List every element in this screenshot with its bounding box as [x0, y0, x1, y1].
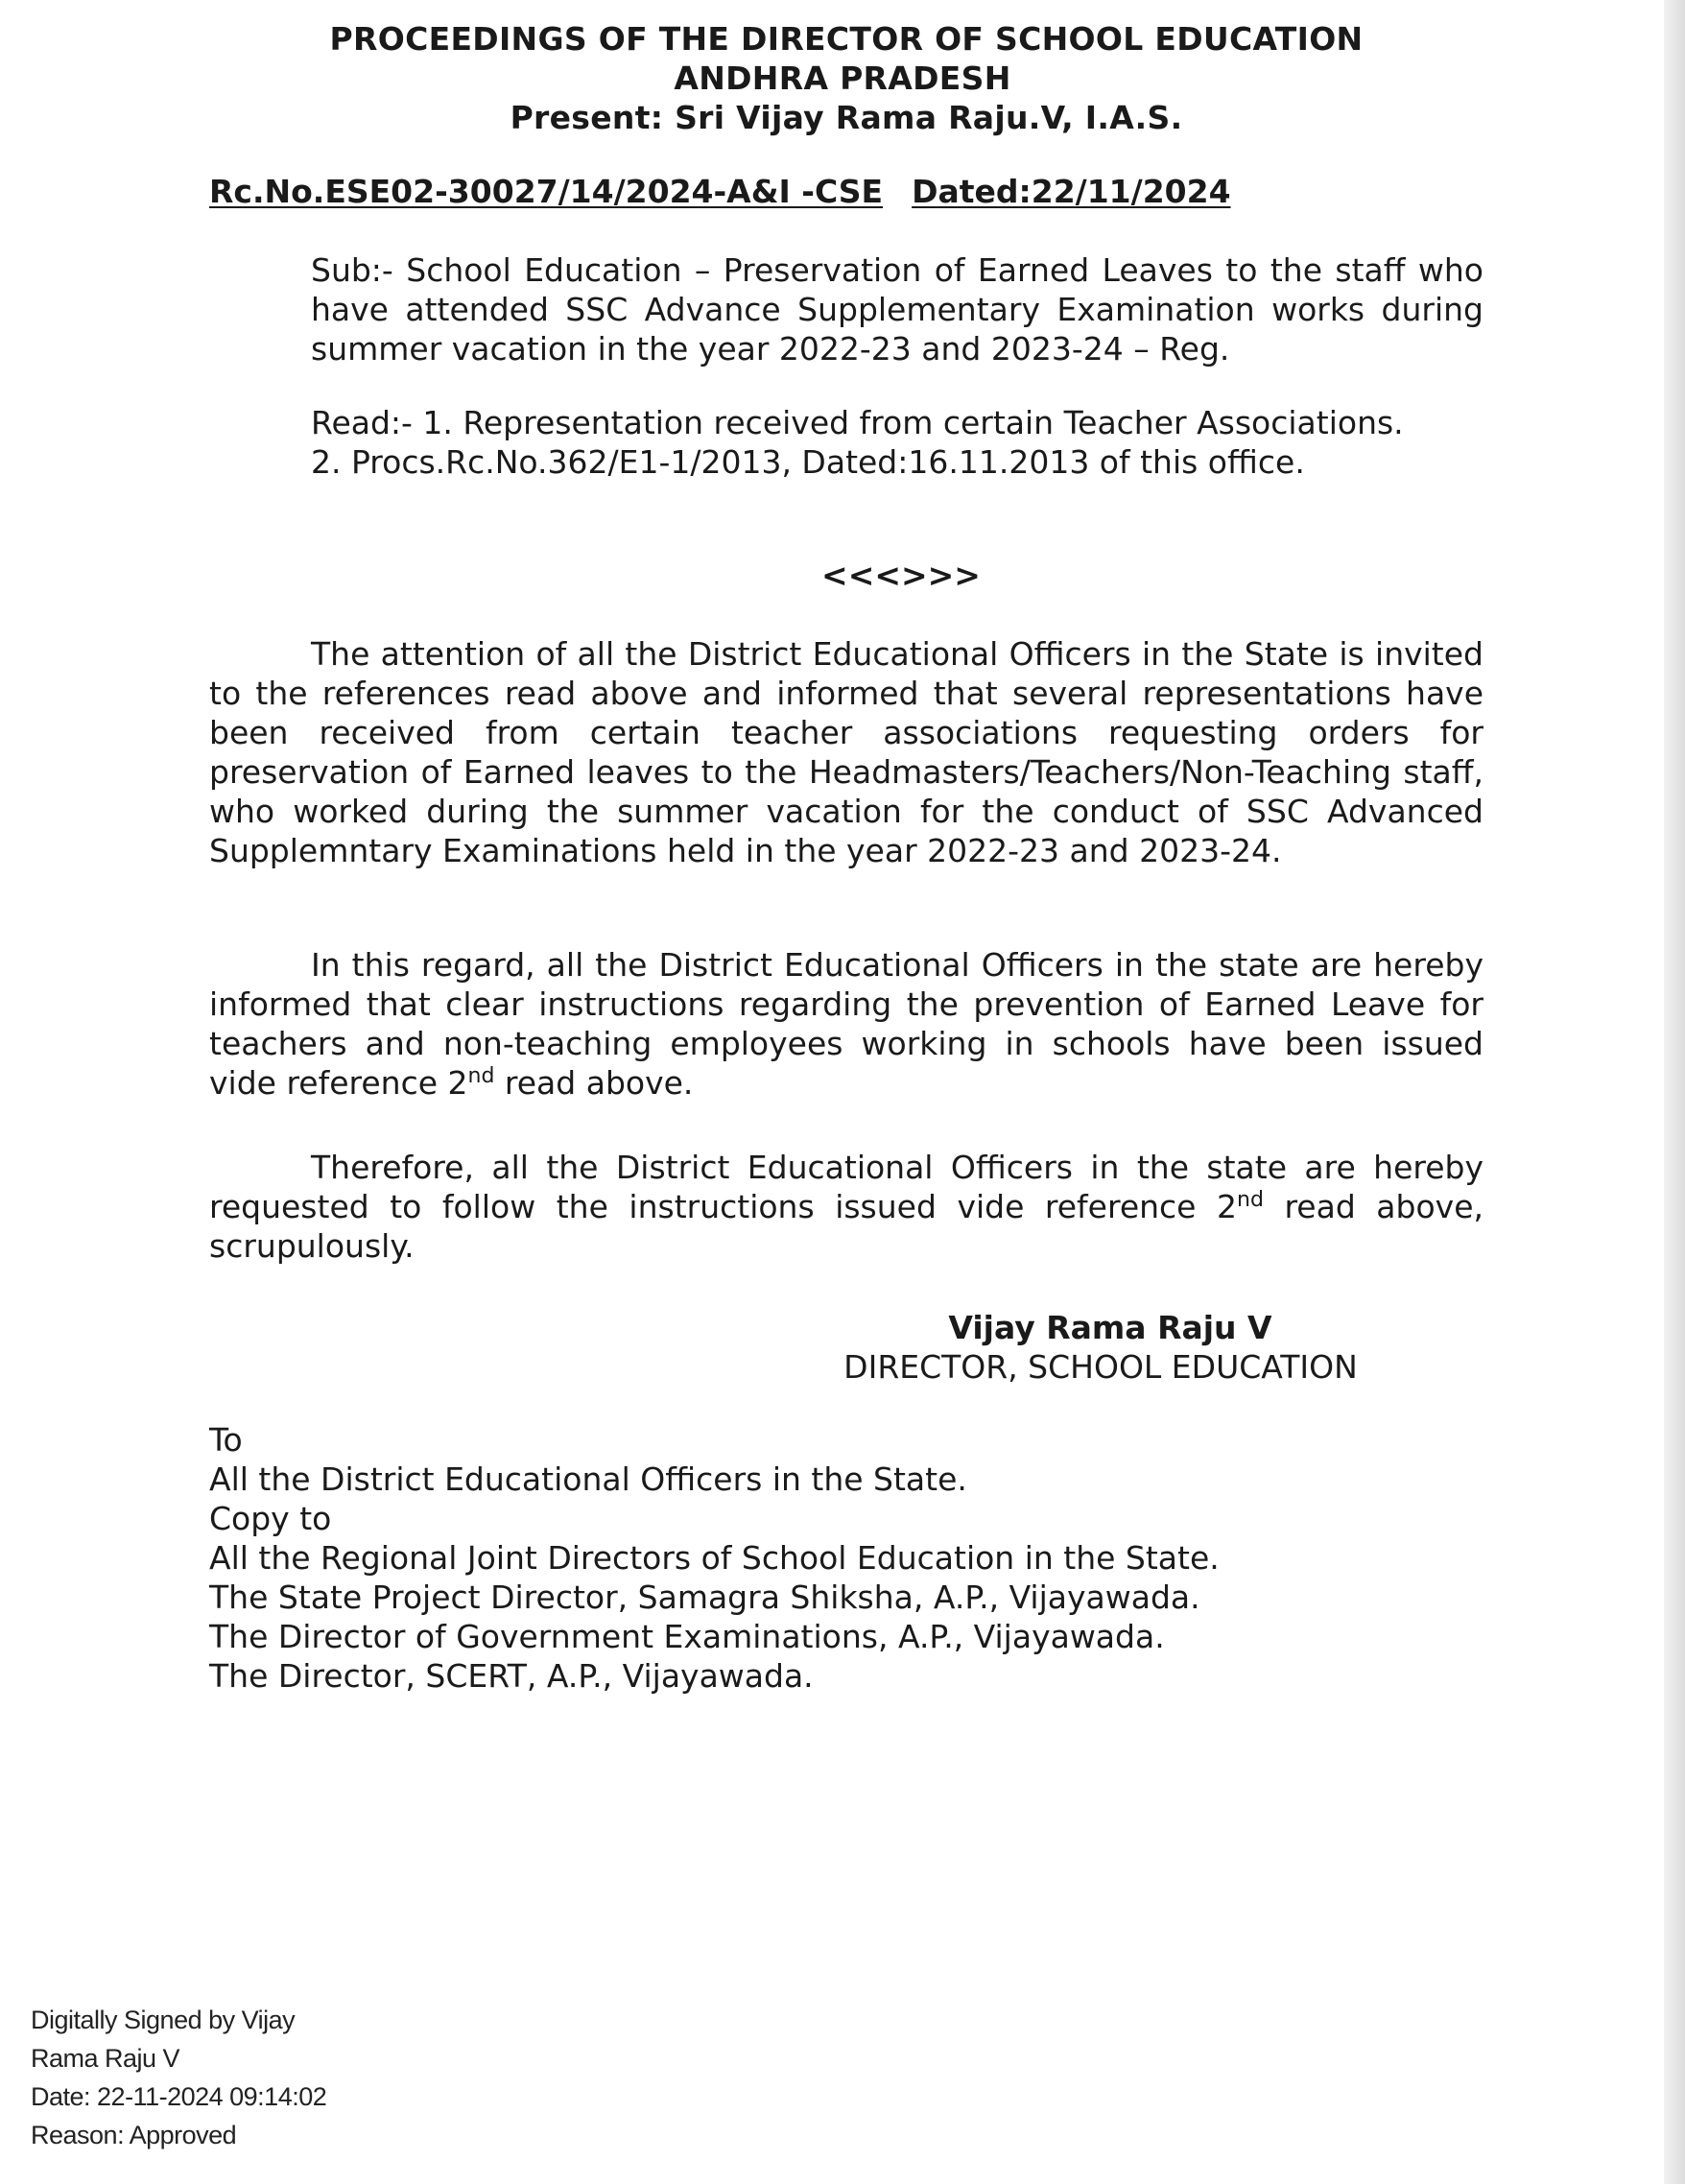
digital-signature-stamp — [31, 2001, 326, 2154]
signature-block — [827, 1308, 1374, 1387]
reference-line — [209, 173, 1231, 210]
paragraph-2-text: In this regard, all the District Educational Officers in the state are hereby informed that clear instructions regarding the prevention of Earned Leave for teachers and non-teaching employees working in schools have been issued vide reference 2 — [209, 946, 1483, 1102]
read-references — [311, 403, 1483, 482]
reference-number: Rc.No.ESE02-30027/14/2024-A&I -CSE — [209, 173, 884, 210]
paragraph-3-superscript: nd — [1237, 1188, 1264, 1212]
paragraph-2-tail: read above. — [494, 1064, 694, 1102]
to-recipient: All the District Educational Officers in the State. — [209, 1460, 967, 1498]
paragraph-3-tail: read above, scrupulously. — [209, 1188, 1483, 1265]
copy-recipient: The State Project Director, Samagra Shiksha, A.P., Vijayawada. — [209, 1579, 1200, 1616]
signatory-designation: DIRECTOR, SCHOOL EDUCATION — [843, 1348, 1358, 1386]
header-present: Present: Sri Vijay Rama Raju.V, I.A.S. — [510, 99, 1183, 136]
paragraph-3-text: Therefore, all the District Educational Officers in the state are hereby requested to follow the instructions issued vide reference 2 — [209, 1149, 1483, 1225]
read-item-1: Read:- 1. Representation received from certain Teacher Associations. — [311, 404, 1404, 441]
digital-signature-date: Date: 22-11-2024 09:14:02 — [31, 2082, 327, 2111]
document-header — [0, 19, 1685, 137]
digital-signature-line: Digitally Signed by Vijay — [31, 2006, 296, 2034]
to-label: To — [209, 1421, 243, 1459]
copy-recipient: All the Regional Joint Directors of School Education in the State. — [209, 1539, 1220, 1577]
subject-paragraph: Sub:- School Education – Preservation of Earned Leaves to the staff who have attended SSC Advance Supplementary Examination works during summer vacation in the year 2022-23 and 2023-24 – Reg. — [311, 251, 1483, 368]
page-edge-shadow — [1664, 0, 1685, 2184]
paragraph-3 — [209, 1148, 1483, 1266]
section-separator: <<<>>> — [821, 557, 981, 594]
copy-recipient: The Director, SCERT, A.P., Vijayawada. — [209, 1657, 814, 1695]
distribution-list — [209, 1420, 1220, 1696]
digital-signature-reason: Reason: Approved — [31, 2121, 237, 2149]
read-item-2: 2. Procs.Rc.No.362/E1-1/2013, Dated:16.11.2013 of this office. — [311, 443, 1305, 481]
reference-date: Dated:22/11/2024 — [912, 173, 1231, 210]
copy-recipient: The Director of Government Examinations, A.P., Vijayawada. — [209, 1618, 1165, 1655]
paragraph-1: The attention of all the District Educational Officers in the State is invited to the references read above and informed that several representations have been received from certain teacher associations requesting orders for preservation of Earned leaves to the Headmasters/Teachers/Non-Teaching staff, who worked during the summer vacation for the conduct of SSC Advanced Supplemntary Examinations held in the year 2022-23 and 2023-24. — [209, 635, 1483, 869]
digital-signature-line: Rama Raju V — [31, 2044, 180, 2073]
header-state: ANDHRA PRADESH — [674, 59, 1011, 97]
paragraph-2 — [209, 945, 1483, 1103]
copy-to-label: Copy to — [209, 1500, 332, 1537]
header-title: PROCEEDINGS OF THE DIRECTOR OF SCHOOL EDUCATION — [329, 20, 1364, 58]
signatory-name: Vijay Rama Raju V — [948, 1309, 1272, 1346]
paragraph-2-superscript: nd — [467, 1064, 495, 1088]
